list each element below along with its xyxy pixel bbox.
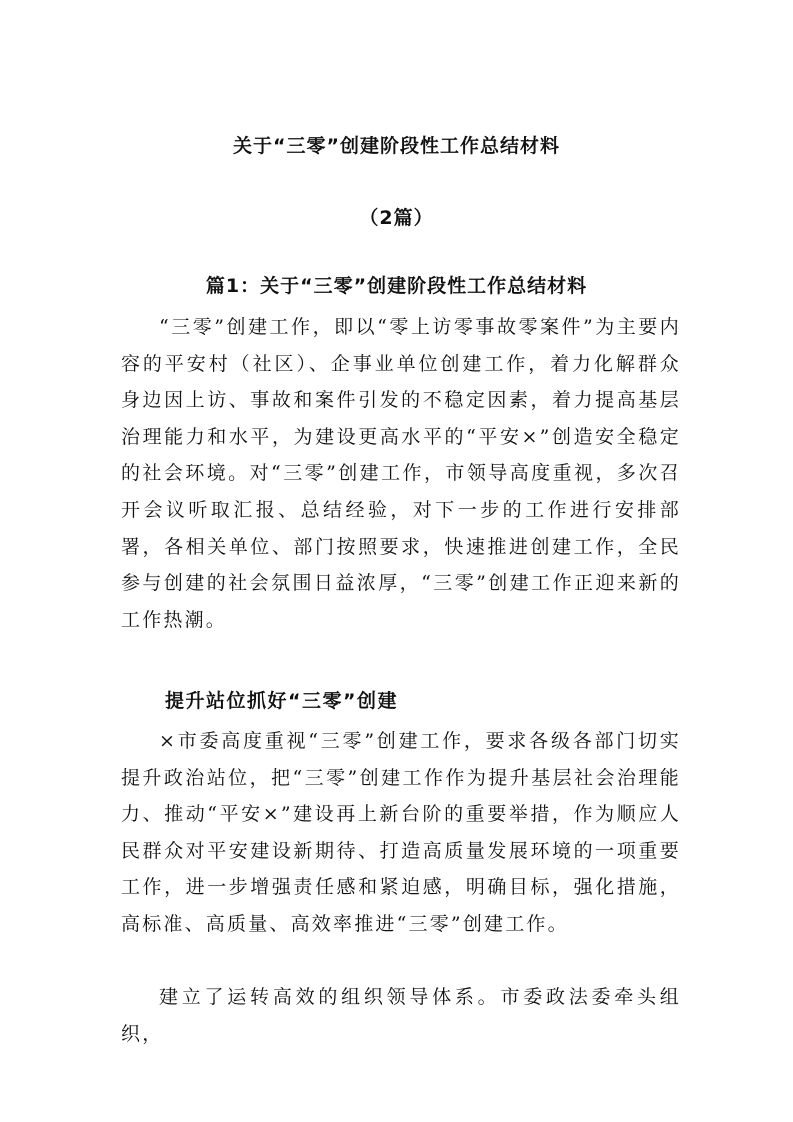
document-title: 关于“三零”创建阶段性工作总结材料 bbox=[233, 135, 560, 157]
section-title: 篇1：关于“三零”创建阶段性工作总结材料 bbox=[205, 275, 588, 297]
paragraph-intro: “三零”创建工作，即以“零上访零事故零案件”为主要内容的平安村（社区）、企事业单位创建工作，着力化解群众身边因上访、事故和案件引发的不稳定因素，着力提高基层治理能力和水平，为建设更高水平的“平安×”创造安全稳定的社会环境。对“三零”创建工作，市领导高度重视，多次召开会议听取汇报、总结经验，对下一步的工作进行安排部署，各相关单位、部门按照要求，快速推进创建工作，全民参与创建的社会氛围日益浓厚，“三零”创建工作正迎来新的工作热潮。 bbox=[121, 316, 681, 631]
document-subtitle: （2篇） bbox=[359, 207, 434, 229]
section-heading: 提升站位抓好“三零”创建 bbox=[165, 690, 398, 712]
paragraph-body: ×市委高度重视“三零”创建工作，要求各级各部门切实提升政治站位，把“三零”创建工作作为提升基层社会治理能力、推动“平安×”建设再上新台阶的重要举措，作为顺应人民群众对平安建设新期待、打造高质量发展环境的一项重要工作，进一步增强责任感和紧迫感，明确目标，强化措施，高标准、高质量、高效率推进“三零”创建工作。 bbox=[121, 730, 681, 935]
paragraph-continued: 建立了运转高效的组织领导体系。市委政法委牵头组织， bbox=[121, 986, 681, 1045]
